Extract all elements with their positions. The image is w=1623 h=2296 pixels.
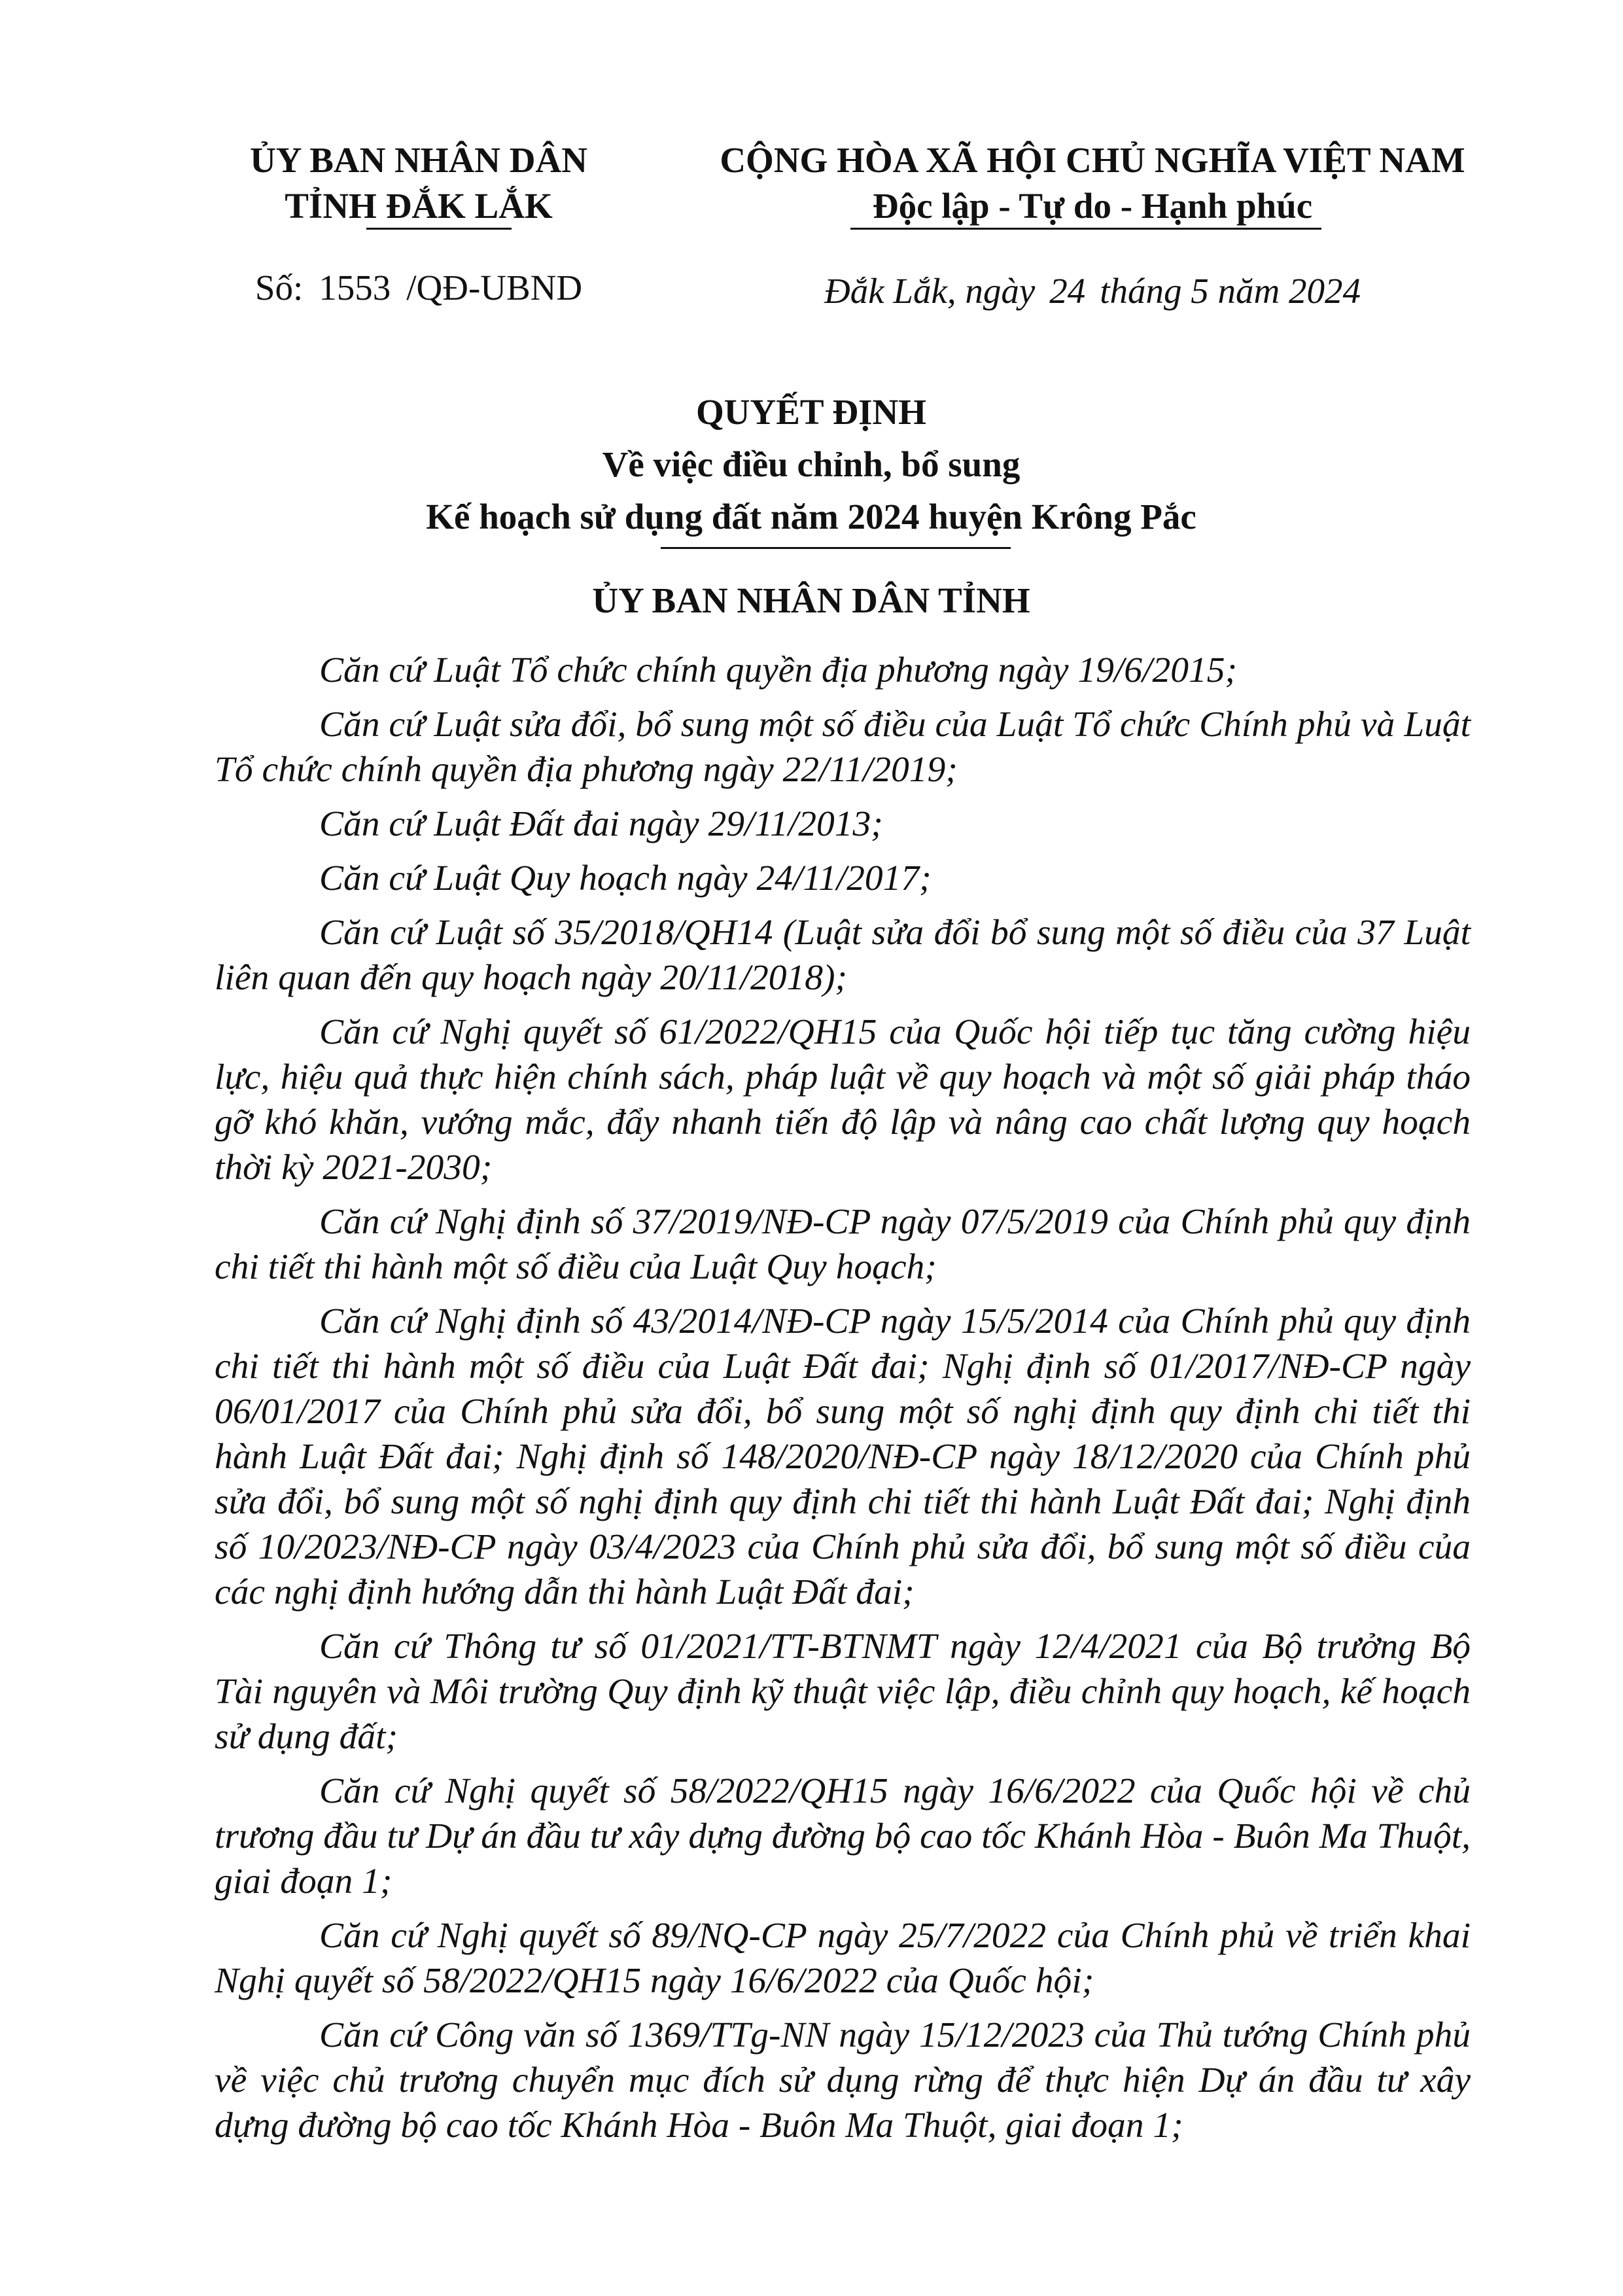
legal-basis-paragraph: Căn cứ Luật sửa đổi, bổ sung một số điều của Luật Tổ chức Chính phủ và Luật Tổ chức chính quyền địa phương ngày 22/11/2019; — [215, 705, 1471, 790]
legal-basis-paragraph: Căn cứ Nghị định số 43/2014/NĐ-CP ngày 15/5/2014 của Chính phủ quy định chi tiết thi hành một số điều của Luật Đất đai; Nghị định số 01/2017/NĐ-CP ngày 06/01/2017 của Chính phủ sửa đổi, bổ sung một số nghị định quy định chi tiết thi hành Luật Đất đai; Nghị định số 148/2020/NĐ-CP ngày 18/12/2020 của Chính phủ sửa đổi, bổ sung một số nghị định quy định chi tiết thi hành Luật Đất đai; Nghị định số 10/2023/NĐ-CP ngày 03/4/2023 của Chính phủ sửa đổi, bổ sung một số điều của các nghị định hướng dẫn thi hành Luật Đất đai; — [215, 1301, 1471, 1612]
legal-basis-paragraph: Căn cứ Nghị quyết số 61/2022/QH15 của Quốc hội tiếp tục tăng cường hiệu lực, hiệu quả thực hiện chính sách, pháp luật về quy hoạch và một số giải pháp tháo gỡ khó khăn, vướng mắc, đẩy nhanh tiến độ lập và nâng cao chất lượng quy hoạch thời kỳ 2021-2030; — [215, 1012, 1471, 1188]
legal-basis-paragraph: Căn cứ Công văn số 1369/TTg-NN ngày 15/12/2023 của Thủ tướng Chính phủ về việc chủ trương chuyển mục đích sử dụng rừng để thực hiện Dự án đầu tư xây dựng đường bộ cao tốc Khánh Hòa - Buôn Ma Thuột, giai đoạn 1; — [215, 2015, 1471, 2146]
agency-underline — [366, 228, 512, 230]
date-day: 24 — [1049, 271, 1086, 311]
nation-line-1: CỘNG HÒA XÃ HỘI CHỦ NGHĨA VIỆT NAM — [720, 140, 1465, 180]
legal-basis-paragraph: Căn cứ Nghị quyết số 89/NQ-CP ngày 25/7/2022 của Chính phủ về triển khai Nghị quyết số 58/2022/QH15 ngày 16/6/2022 của Quốc hội; — [215, 1916, 1471, 2001]
legal-basis-paragraph: Căn cứ Luật Đất đai ngày 29/11/2013; — [319, 804, 883, 844]
motto-underline — [850, 228, 1321, 230]
legal-basis-paragraph: Căn cứ Nghị quyết số 58/2022/QH15 ngày 16/6/2022 của Quốc hội về chủ trương đầu tư Dự án đầu tư xây dựng đường bộ cao tốc Khánh Hòa - Buôn Ma Thuột, giai đoạn 1; — [215, 1771, 1471, 1901]
legal-basis-paragraph: Căn cứ Thông tư số 01/2021/TT-BTNMT ngày 12/4/2021 của Bộ trưởng Bộ Tài nguyên và Môi trường Quy định kỹ thuật việc lập, điều chỉnh quy hoạch, kế hoạch sử dụng đất; — [215, 1627, 1471, 1757]
agency-line-1: ỦY BAN NHÂN DÂN — [250, 140, 587, 180]
title-underline — [661, 547, 1011, 549]
decision-subject-line-2: Kế hoạch sử dụng đất năm 2024 huyện Krông Pắc — [426, 497, 1196, 537]
nation-line-2: Độc lập - Tự do - Hạnh phúc — [872, 186, 1313, 226]
document-date — [667, 268, 1518, 314]
agency-line-2: TỈNH ĐẮK LẮK — [285, 186, 553, 226]
number-prefix: Số: — [254, 268, 304, 308]
number-suffix: /QĐ-UBND — [406, 268, 583, 308]
legal-basis — [215, 648, 1471, 2157]
number-value: 1553 — [319, 268, 391, 308]
national-motto — [667, 137, 1518, 229]
legal-basis-paragraph: Căn cứ Luật số 35/2018/QH14 (Luật sửa đổi bổ sung một số điều của 37 Luật liên quan đến quy hoạch ngày 20/11/2018); — [215, 913, 1471, 998]
decision-heading: QUYẾT ĐỊNH — [696, 392, 926, 432]
date-prefix: Đắk Lắk, ngày — [824, 271, 1036, 311]
legal-basis-paragraph: Căn cứ Luật Tổ chức chính quyền địa phương ngày 19/6/2015; — [319, 650, 1237, 690]
date-suffix: tháng 5 năm 2024 — [1100, 271, 1361, 311]
decision-subject-line-1: Về việc điều chỉnh, bổ sung — [602, 444, 1021, 484]
decision-title — [196, 386, 1426, 543]
issuing-agency — [216, 137, 621, 229]
document-number — [216, 265, 621, 311]
legal-basis-paragraph: Căn cứ Luật Quy hoạch ngày 24/11/2017; — [319, 858, 932, 898]
legal-basis-paragraph: Căn cứ Nghị định số 37/2019/NĐ-CP ngày 07/5/2019 của Chính phủ quy định chi tiết thi hành một số điều của Luật Quy hoạch; — [215, 1202, 1471, 1287]
authority-heading: ỦY BAN NHÂN DÂN TỈNH — [592, 580, 1030, 620]
